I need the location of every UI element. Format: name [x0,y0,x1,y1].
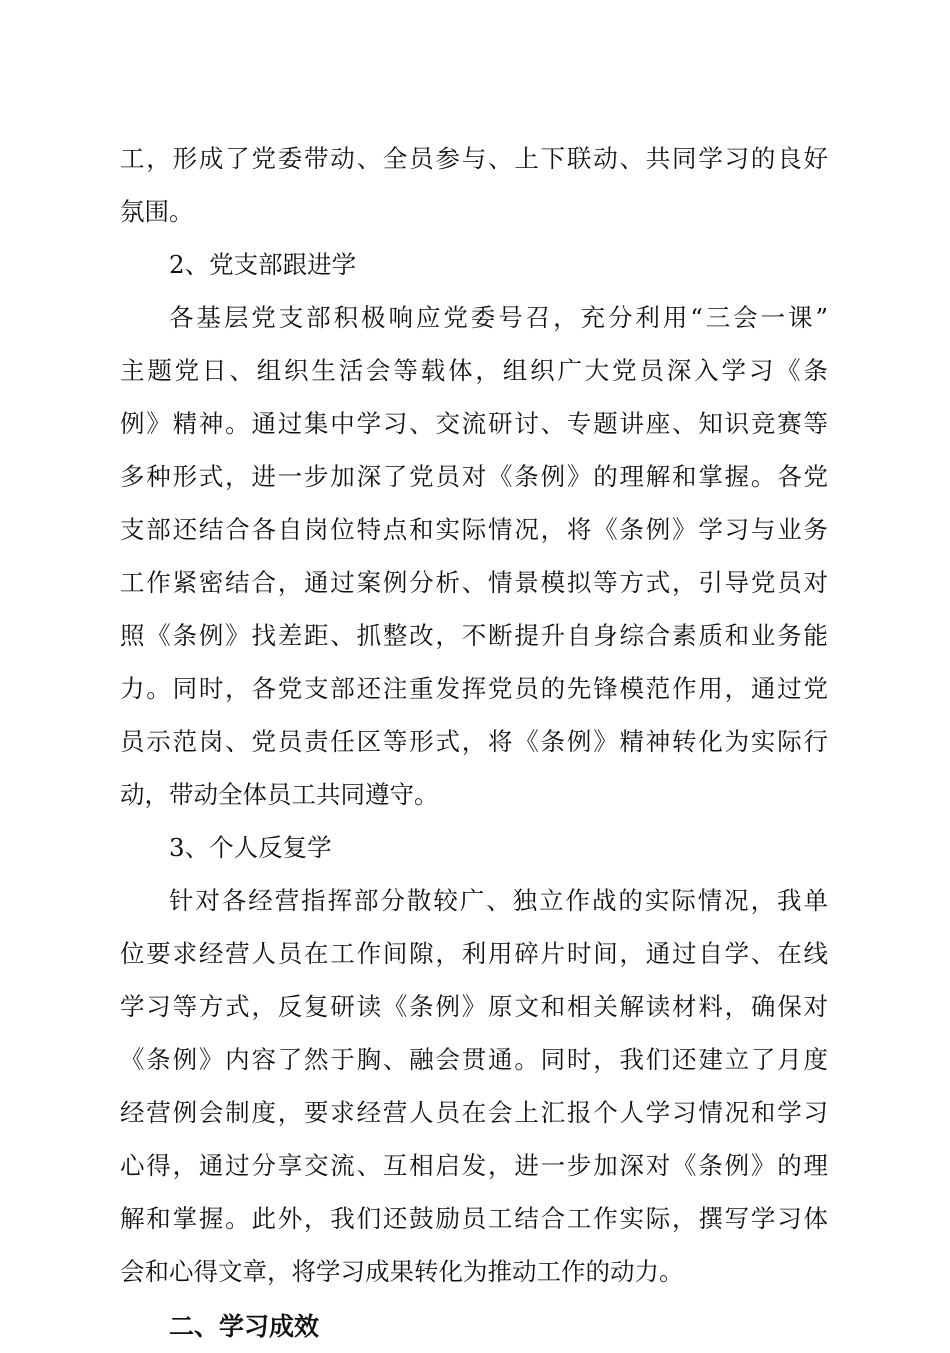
paragraph-line: 动，带动全体员工共同遵守。 [120,780,439,809]
paragraph-line: 多种形式，进一步加深了党员对《条例》的理解和掌握。各党 [120,462,828,491]
paragraph-line: 氛围。 [120,197,194,226]
paragraph-line: 例》精神。通过集中学习、交流研讨、专题讲座、知识竞赛等 [120,409,828,438]
paragraph-line: 主题党日、组织生活会等载体，组织广大党员深入学习《条 [120,356,828,385]
paragraph-line: 会和心得文章，将学习成果转化为推动工作的动力。 [120,1257,684,1286]
paragraph-line: 支部还结合各自岗位特点和实际情况，将《条例》学习与业务 [120,515,828,544]
paragraph-line: 照《条例》找差距、抓整改，不断提升自身综合素质和业务能 [120,621,828,650]
paragraph-line: 工，形成了党委带动、全员参与、上下联动、共同学习的良好 [120,144,828,173]
paragraph-line: 力。同时，各党支部还注重发挥党员的先锋模范作用，通过党 [120,674,828,703]
section-title: 2、党支部跟进学 [169,250,357,279]
paragraph-line: 针对各经营指挥部分散较广、独立作战的实际情况，我单 [169,886,828,915]
paragraph-line: 学习等方式，反复研读《条例》原文和相关解读材料，确保对 [120,992,828,1021]
paragraph-line: 经营例会制度，要求经营人员在会上汇报个人学习情况和学习 [120,1098,828,1127]
paragraph-line: 工作紧密结合，通过案例分析、情景模拟等方式，引导党员对 [120,568,828,597]
paragraph-line: 心得，通过分享交流、互相启发，进一步加深对《条例》的理 [120,1151,828,1180]
paragraph-line: 员示范岗、党员责任区等形式，将《条例》精神转化为实际行 [120,727,828,756]
paragraph-line: 各基层党支部积极响应党委号召，充分利用“三会一课” [169,303,828,332]
paragraph-line: 解和掌握。此外，我们还鼓励员工结合工作实际，撰写学习体 [120,1204,828,1233]
document-page [120,132,828,1353]
section-heading: 二、学习成效 [169,1312,320,1341]
paragraph-line: 位要求经营人员在工作间隙，利用碎片时间，通过自学、在线 [120,939,828,968]
section-title: 3、个人反复学 [169,833,332,862]
paragraph-line: 《条例》内容了然于胸、融会贯通。同时，我们还建立了月度 [120,1045,828,1074]
